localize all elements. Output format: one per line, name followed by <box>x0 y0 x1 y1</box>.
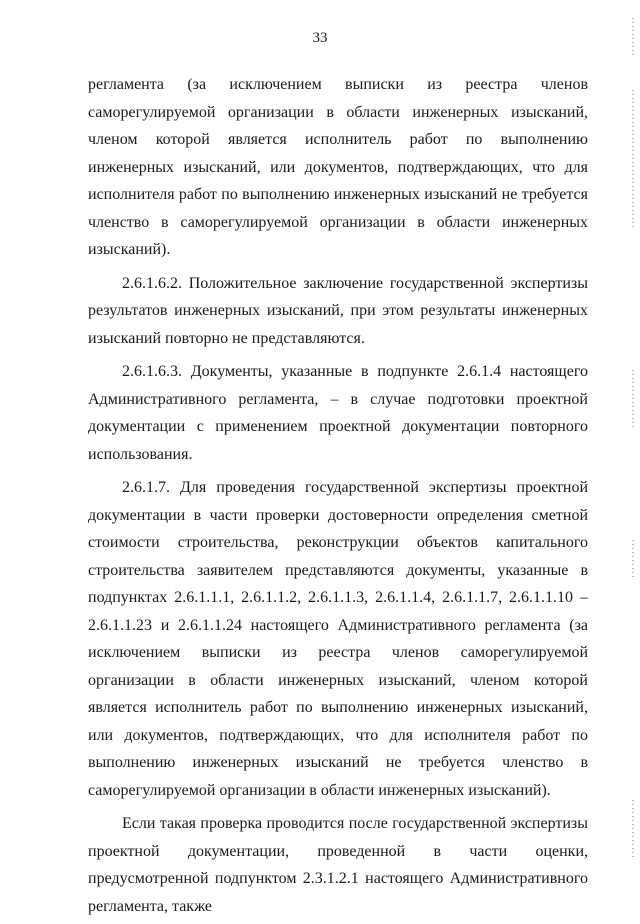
paragraph-2-6-1-6-2: 2.6.1.6.2. Положительное заключение государственной экспертизы результатов инженерных изысканий, при этом результаты инженерных изысканий повторно не представляются. <box>88 274 588 347</box>
scan-edge-mark <box>632 540 634 580</box>
page-number: 33 <box>312 30 328 46</box>
paragraph-if-check: Если такая проверка проводится после государственной экспертизы проектной документации, проведенной в части оценки, предусмотренной подпунктом 2.3.1.2.1 настоящего Административного регламента, также <box>88 815 588 915</box>
scan-edge-mark <box>632 90 634 230</box>
page-body <box>88 71 588 924</box>
paragraph-2-6-1-7: 2.6.1.7. Для проведения государственной экспертизы проектной документации в части проверки достоверности определения сметной стоимости строительства, реконструкции объектов капитального строительства заявителем представляются документы, указанные в подпунктах 2.6.1.1.1, 2.6.1.1.2, 2.6.1.1.3, 2.6.1.1.4, 2.6.1.1.7, 2.6.1.1.10 – 2.6.1.1.23 и 2.6.1.1.24 настоящего Административного регламента (за исключением выписки из реестра членов саморегулируемой организации в области инженерных изысканий, членом которой является исполнитель работ по выполнению инженерных изысканий, или документов, подтверждающих, что для исполнителя работ по выполнению инженерных изысканий не требуется членство в саморегулируемой организации в области инженерных изысканий). <box>88 479 588 799</box>
scan-edge-mark <box>632 800 634 860</box>
paragraph-2-6-1-6-3: 2.6.1.6.3. Документы, указанные в подпункте 2.6.1.4 настоящего Административного регламента, – в случае подготовки проектной документации с применением проектной документации повторного использования. <box>88 363 588 463</box>
paragraph-continuation: регламента (за исключением выписки из реестра членов саморегулируемой организации в области инженерных изысканий, членом которой является исполнитель работ по выполнению инженерных изысканий, или документов, подтверждающих, что для исполнителя работ по выполнению инженерных изысканий не требуется членство в саморегулируемой организации в области инженерных изысканий). <box>88 76 588 258</box>
scan-edge-mark <box>632 370 634 430</box>
